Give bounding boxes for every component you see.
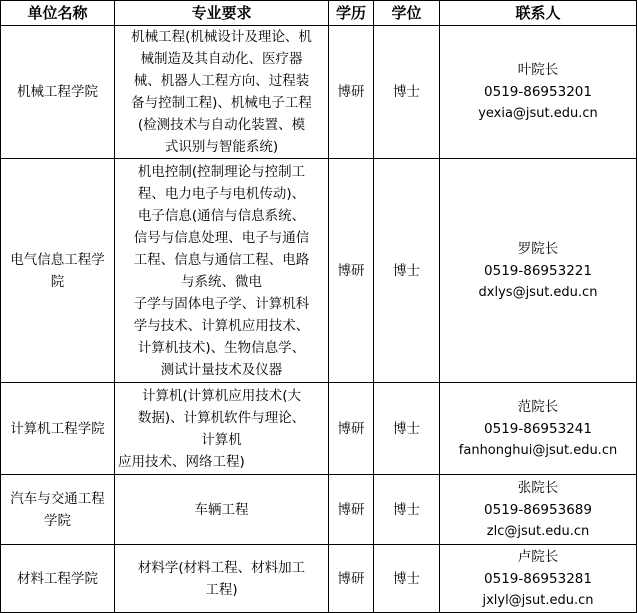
- major-line: 械制造及其自动化、医疗器: [140, 51, 303, 67]
- major-cell: [115, 383, 329, 475]
- contact-name: 张院长: [517, 479, 559, 496]
- table-row: [1, 159, 637, 383]
- major-line: 车辆工程: [194, 501, 249, 518]
- contact-phone: 0519-86953281: [484, 570, 592, 587]
- major-line: 学与技术、计算机应用技术、: [133, 317, 310, 334]
- major-line: (检测技术与自动化装置、模: [137, 117, 306, 133]
- major-cell: [115, 159, 329, 383]
- contact-cell: [440, 545, 637, 613]
- major-line: 信号与信息处理、电子与通信: [133, 229, 310, 246]
- header-education: 学历: [329, 1, 374, 26]
- unit-cell: [1, 475, 115, 545]
- header-contact: 联系人: [440, 1, 637, 26]
- unit-cell: [1, 545, 115, 613]
- major-cell: [115, 475, 329, 545]
- contact-name: 罗院长: [517, 240, 559, 257]
- education-cell: 博研: [329, 475, 374, 545]
- major-line: 测试计量技术及仪器: [160, 361, 283, 378]
- header-degree: 学位: [374, 1, 440, 26]
- contact-email[interactable]: zlc@jsut.edu.cn: [486, 523, 590, 539]
- unit-name-line: 学院: [44, 512, 71, 529]
- major-cell: [115, 26, 329, 159]
- unit-name-line: 电气信息工程学: [10, 251, 105, 268]
- contact-phone: 0519-86953201: [484, 84, 592, 100]
- unit-name: 机械工程学院: [17, 84, 98, 100]
- table-row: [1, 475, 637, 545]
- contact-cell: [440, 383, 637, 475]
- unit-name: 计算机工程学院: [10, 420, 105, 437]
- unit-cell: [1, 383, 115, 475]
- contact-name: 叶院长: [517, 62, 559, 78]
- unit-cell: [1, 26, 115, 159]
- contact-phone: 0519-86953221: [484, 262, 592, 279]
- degree-cell: 博士: [374, 26, 440, 159]
- degree-cell: 博士: [374, 545, 440, 613]
- major-line: 工程): [205, 581, 238, 598]
- header-major: 专业要求: [115, 1, 329, 26]
- major-line: 计算机(计算机应用技术(大: [141, 387, 302, 404]
- education-cell: 博研: [329, 383, 374, 475]
- contact-name: 卢院长: [517, 548, 559, 565]
- contact-email[interactable]: fanhonghui@jsut.edu.cn: [458, 442, 618, 458]
- contact-phone: 0519-86953241: [484, 420, 592, 437]
- major-line: 计算机技术)、生物信息学、: [137, 339, 306, 356]
- education-cell: 博研: [329, 26, 374, 159]
- contact-cell: [440, 159, 637, 383]
- major-line: 工程、信息与通信工程、电路: [133, 251, 310, 268]
- unit-name-line: 院: [50, 273, 65, 290]
- contact-cell: [440, 475, 637, 545]
- education-cell: 博研: [329, 159, 374, 383]
- major-line: 程、电力电子与电机传动)、: [137, 185, 306, 202]
- education-cell: 博研: [329, 545, 374, 613]
- contact-email[interactable]: jxlyl@jsut.edu.cn: [482, 592, 594, 608]
- degree-cell: 博士: [374, 159, 440, 383]
- major-line: 电子信息(通信与信息系统、: [137, 207, 306, 224]
- table-row: [1, 545, 637, 613]
- major-line: 计算机: [201, 431, 242, 448]
- major-line: 械、机器人工程方向、过程装: [133, 73, 310, 89]
- major-line: 数据)、计算机软件与理论、: [137, 409, 306, 426]
- major-line: 备与控制工程)、机械电子工程: [131, 95, 312, 111]
- degree-cell: 博士: [374, 383, 440, 475]
- contact-cell: [440, 26, 637, 159]
- unit-name-line: 汽车与交通工程: [10, 490, 105, 507]
- major-line: 机电控制(控制理论与控制工: [137, 163, 306, 180]
- table-row: [1, 26, 637, 159]
- major-line: 材料学(材料工程、材料加工: [137, 559, 306, 576]
- table-row: [1, 383, 637, 475]
- unit-name: 材料工程学院: [17, 570, 98, 587]
- major-cell: [115, 545, 329, 613]
- contact-email[interactable]: yexia@jsut.edu.cn: [478, 106, 598, 121]
- major-line: 式识别与智能系统): [164, 139, 279, 155]
- contact-name: 范院长: [517, 398, 559, 415]
- major-line: 与系统、微电: [181, 273, 262, 290]
- major-line: 机械工程(机械设计及理论、机: [131, 29, 312, 45]
- degree-cell: 博士: [374, 475, 440, 545]
- contact-phone: 0519-86953689: [484, 501, 592, 518]
- major-line: 子学与固体电子学、计算机科: [133, 295, 310, 312]
- header-unit: 单位名称: [1, 1, 115, 26]
- contact-email[interactable]: dxlys@jsut.edu.cn: [478, 284, 598, 300]
- header-row: [1, 1, 637, 26]
- major-line: 应用技术、网络工程): [118, 453, 245, 470]
- unit-cell: [1, 159, 115, 383]
